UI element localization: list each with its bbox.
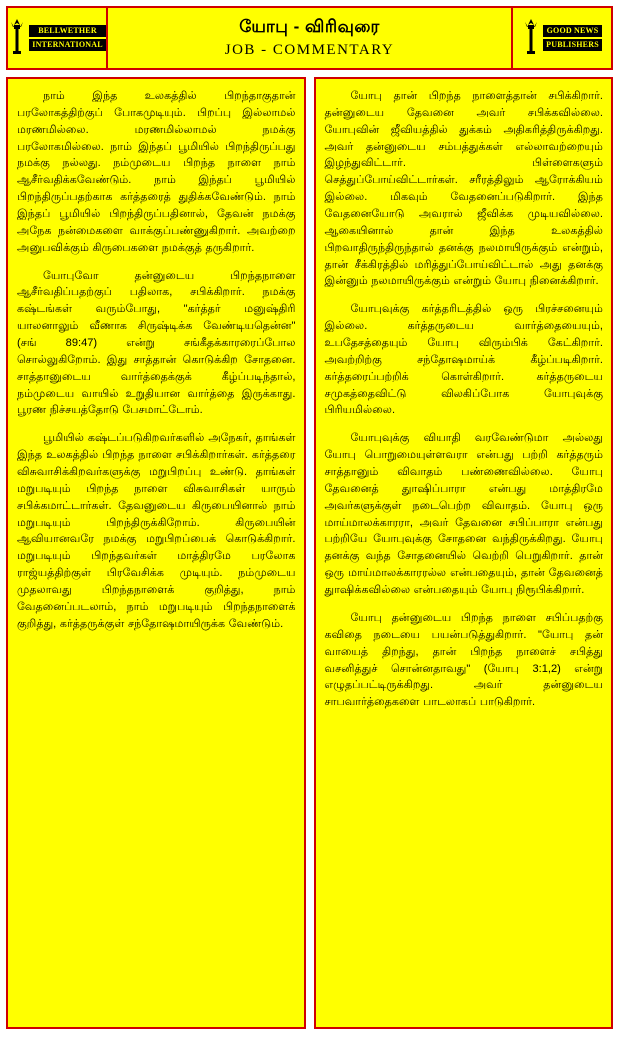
document-header [6,6,613,70]
column-right [314,77,614,1029]
paragraph: யோபுவோ தன்னுடைய பிறந்தநாளை ஆசீர்வதிப்பதற்குப் பதிலாக, சபிக்கிறார். நமக்கு கஷ்டங்கள் வரும்போது, "கர்த்தர் மனுஷ்திரி யாலனாலும் வீணாக சிருஷ்டிக்க வேண்டியதென்ன" (சங் 89:47) என்று சங்கீதக்காரரைப்போல சொல்லுகிறோம். இது சாத்தான் கொடுக்கிற சோதனை. சாத்தானுடைய வார்த்தைக்குக் கீழ்ப்படிந்தால், நம்முடைய வாயில் உறுதியான வார்த்தை இருக்காது. பூரண நிச்சயத்தோடு பேசமாட்டோம். [17,269,296,417]
title-block [108,8,511,68]
publisher-name-line1: GOOD NEWS [543,25,602,37]
paragraph: பூமியில் கஷ்டப்படுகிறவர்களில் அநேகர், தாங்கள் இந்த உலகத்தில் பிறந்த நாளை சபிக்கிறார்கள். கர்த்தரை விசுவாசிக்கிறவர்களுக்கு மறுபிறப்பு உண்டு. தாங்கள் மறுபடியும் பிறந்த நாளை விசுவாசிகள் யாரும் சபிக்கமாட்டார்கள். தேவனுடைய கிருபையினால் நாம் மறுபடியும் பிறந்திருக்கிறோம். கிருபையின் ஆவியானவரே நமக்கு மறுபிறப்பைக் கொடுக்கிறார். மறுபடியும் பிறந்தவர்கள் மாத்திரமே பரலோக ராஜ்யத்திற்குள் பிரவேசிக்க முடியும். நம்முடைய முதலாவது பிறந்தநாளைக் குறித்து, நாம் வேதனைப்படலாம், நாம் மறுபடியும் பிறந்தநாளைக் குறித்து, கர்த்தருக்குள் சந்தோஷமாயிருக்க வேண்டும். [17,432,296,630]
page-title-tamil: யோபு - விரிவுரை [239,17,380,36]
paragraph: யோபுவுக்கு வியாதி வரவேண்டுமா அல்லது யோபு பொறுமையுள்ளவரா என்பது பற்றி கர்த்தரும் சாத்தானும் விவாதம் பண்ணைவில்லை. யோபு தேவனைத் துாஷிப்பாரா என்பது மாத்திரமே அவர்களுக்குள் நடைபெற்ற விவாதம். யோபு ஒரு மாய்மாலக்காரரா, அவர் தேவனை சபிப்பாரா என்பது பற்றியே யோபுவுக்கு சோதனை வந்திருக்கிறது. யோபு தனக்கு வந்த சோதனையில் வெற்றி பெறுகிறார். தான் ஒரு மாய்மாலக்காரரல்ல என்பதையும், தான் தேவனைத் துாஷிக்கவில்லை என்பதையும் யோபு நிரூபிக்கிறார். [324,432,603,597]
publisher-name-line2: PUBLISHERS [543,39,602,51]
body-columns [6,77,613,1029]
paragraph: யோபு தன்னுடைய பிறந்த நாளை சபிப்பதற்கு கவிதை நடையை பயன்படுத்துகிறார். "யோபு தன் வாயைத் திறந்து, தான் பிறந்த நாளைச் சபித்து வசனித்துச் சொன்னதாவது" (யோபு 3:1,2) என்று எழுதப்பட்டிருக்கிறது. அவர் தன்னுடைய சாபவார்த்தைகளை பாடலாகப் பாடுகிறார். [324,611,603,709]
torch-icon [8,18,26,58]
paragraph: நாம் இந்த உலகத்தில் பிறந்தாகுதான் பரலோகத்திற்குப் போகமுடியும். பிறப்பு இல்லாமல் மரணமில்லை. மரணமில்லாமல் நமக்கு பரலோகமில்லை. நாம் இந்தப் பூமியில் பிறந்திருப்பது நமக்கு நல்லது. நம்முடைய பிறந்த நாளை நாம் ஆசீர்வதிக்கவேண்டும். நாம் இந்தப் பூமியில் பிறந்திருப்பதற்காக கர்த்தரைத் துதிக்கவேண்டும். நாம் இந்தப் பூமியில் பிறந்திருப்பதினால், தேவன் நமக்கு அநேக நன்மைகளை வாக்குப்பண்ணுகிறார். அவற்றை அனுபவிக்கும் கிருபைகளை நமக்குத் தருகிறார். [17,90,296,254]
publisher-logo-left [8,8,108,68]
torch-icon [522,18,540,58]
publisher-logo-right [511,8,611,68]
paragraph: யோபு தான் பிறந்த நாளைத்தான் சபிக்கிறார். தன்னுடைய தேவனை அவர் சபிக்கவில்லை. யோபுவின் ஜீவியத்தில் துக்கம் அதிகரித்திருக்கிறது. அவர் தன்னுடைய சம்பத்துக்கள் எல்லாவற்றையும் இழந்துவிட்டார். பிள்ளைகளும் செத்துப்போய்விட்டார்கள். சரீரத்திலும் ஆரோக்கியம் இல்லை. மிகவும் வேதனைப்படுகிறார். இந்த வேதனையோடு அவரால் ஜீவிக்க முடியவில்லை. ஆகையினால் தான் இந்த உலகத்தில் பிறவாதிருந்திருந்தால் தனக்கு நலமாயிருக்கும் என்றும், தான் சீக்கிரத்தில் மரித்துப்போய்விட்டால் அது தனக்கு இன்னும் நலமாயிருக்கும் என்றும் யோபு நினைக்கிறார். [324,90,603,288]
publisher-name-line2: INTERNATIONAL [29,39,105,51]
column-left [6,77,306,1029]
page-title-english: JOB - COMMENTARY [224,42,395,58]
paragraph: யோபுவுக்கு கர்த்தரிடத்தில் ஒரு பிரச்சனையும் இல்லை. கர்த்தருடைய வார்த்தையையும், உபதேசத்தையும் யோபு விரும்பிக் கேட்கிறார். அவற்றிற்கு சந்தோஷமாய்க் கீழ்ப்படிகிறார். கர்த்தரைப்பற்றிக் கொள்கிறார். கர்த்தருடைய சமுகத்தைவிட்டு விலகிப்போக யோபுவுக்கு பிரியமில்லை. [324,303,603,417]
publisher-name-line1: BELLWETHER [29,25,105,37]
